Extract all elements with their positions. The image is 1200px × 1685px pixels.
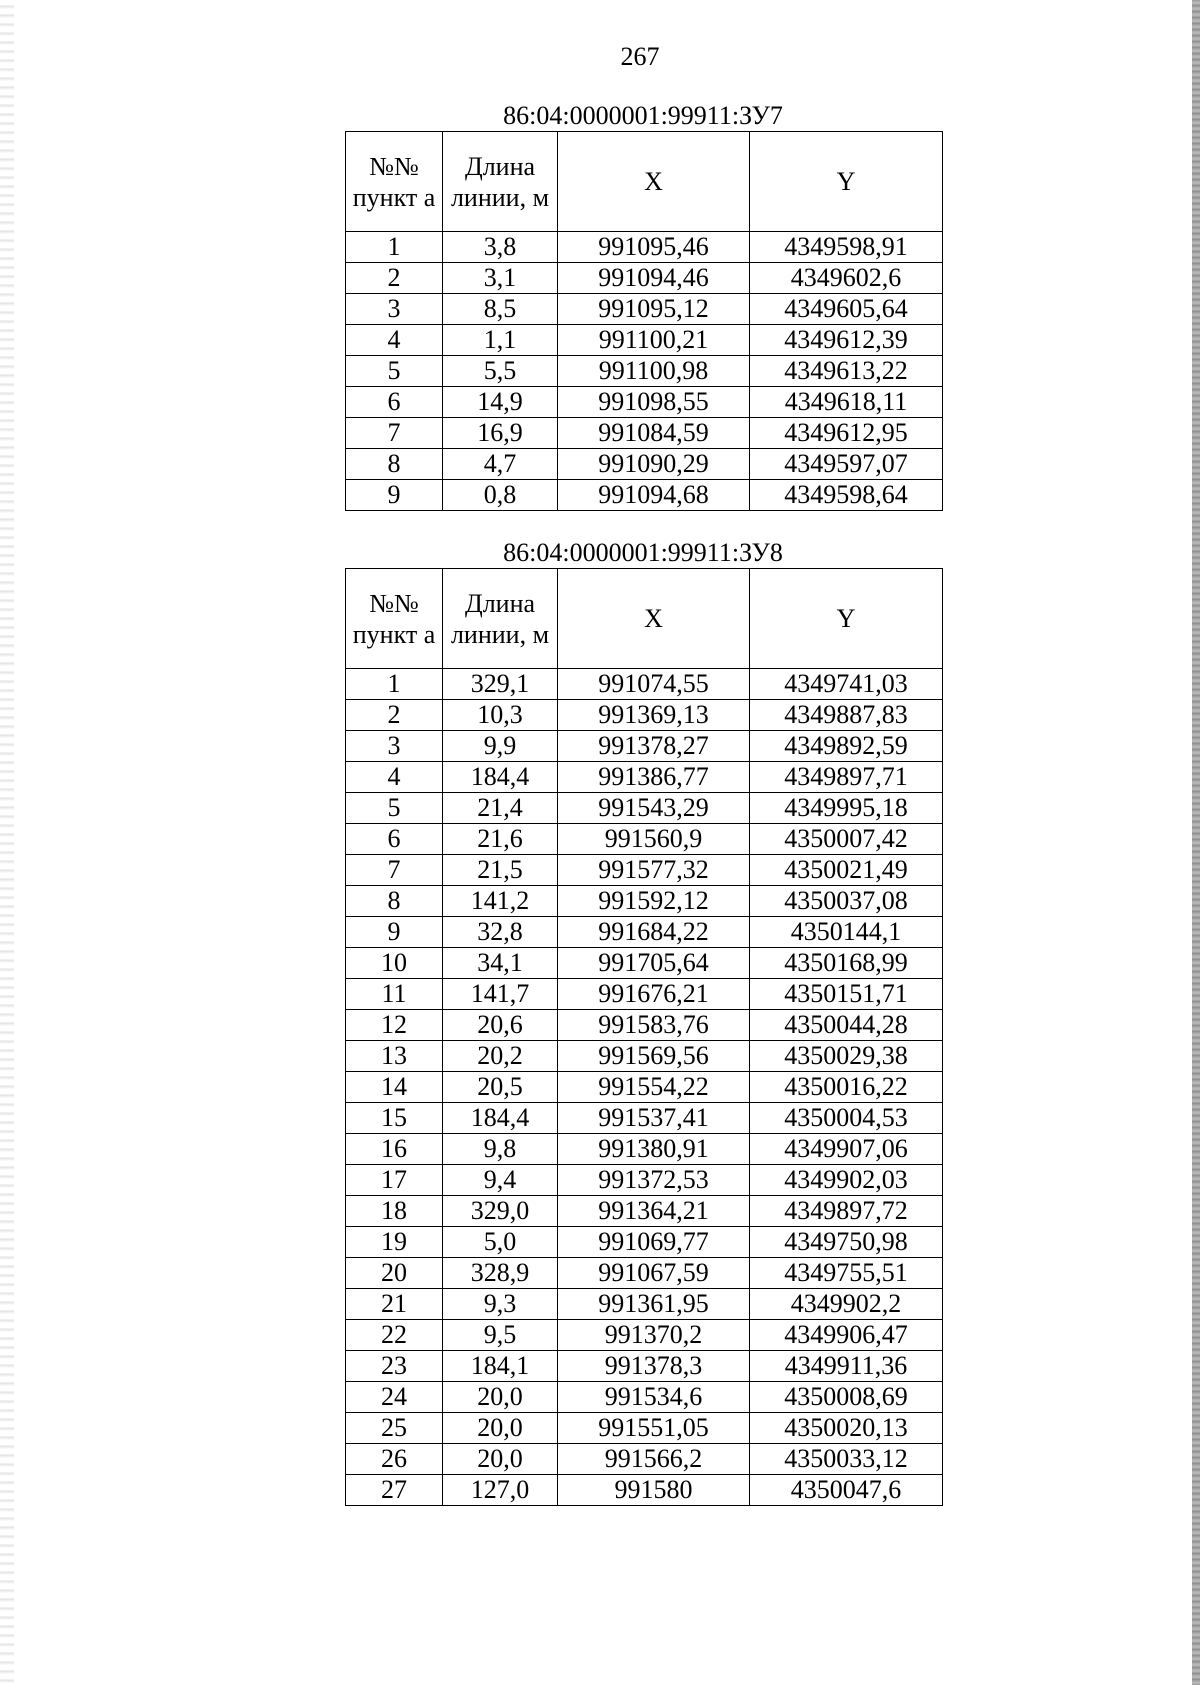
cell-y: 4350007,42 bbox=[750, 824, 943, 855]
cell-x: 991537,41 bbox=[558, 1103, 750, 1134]
table-row bbox=[346, 1010, 943, 1041]
cell-y: 4349911,36 bbox=[750, 1351, 943, 1382]
cell-x: 991551,05 bbox=[558, 1413, 750, 1444]
cell-y: 4349598,91 bbox=[750, 232, 943, 263]
table-row bbox=[346, 1475, 943, 1506]
cell-line-length: 141,7 bbox=[443, 979, 558, 1010]
table-body-zu7 bbox=[346, 232, 943, 511]
cell-y: 4349613,22 bbox=[750, 356, 943, 387]
cell-y: 4350021,49 bbox=[750, 855, 943, 886]
table-row bbox=[346, 1227, 943, 1258]
table-row bbox=[346, 1196, 943, 1227]
cell-x: 991361,95 bbox=[558, 1289, 750, 1320]
header-y: Y bbox=[750, 569, 943, 669]
cell-line-length: 9,4 bbox=[443, 1165, 558, 1196]
cell-point-number: 8 bbox=[346, 886, 443, 917]
cell-x: 991583,76 bbox=[558, 1010, 750, 1041]
table-row bbox=[346, 1320, 943, 1351]
cell-x: 991534,6 bbox=[558, 1382, 750, 1413]
cell-point-number: 14 bbox=[346, 1072, 443, 1103]
cell-line-length: 329,1 bbox=[443, 669, 558, 700]
cell-point-number: 1 bbox=[346, 669, 443, 700]
cell-x: 991095,12 bbox=[558, 294, 750, 325]
table-row bbox=[346, 1041, 943, 1072]
cell-line-length: 127,0 bbox=[443, 1475, 558, 1506]
cell-x: 991098,55 bbox=[558, 387, 750, 418]
cell-line-length: 3,8 bbox=[443, 232, 558, 263]
cell-line-length: 0,8 bbox=[443, 480, 558, 511]
cell-point-number: 9 bbox=[346, 480, 443, 511]
cell-line-length: 32,8 bbox=[443, 917, 558, 948]
cell-point-number: 12 bbox=[346, 1010, 443, 1041]
cell-x: 991095,46 bbox=[558, 232, 750, 263]
cell-x: 991067,59 bbox=[558, 1258, 750, 1289]
cell-line-length: 20,0 bbox=[443, 1413, 558, 1444]
cell-x: 991566,2 bbox=[558, 1444, 750, 1475]
cell-y: 4350016,22 bbox=[750, 1072, 943, 1103]
cell-point-number: 2 bbox=[346, 700, 443, 731]
table-row bbox=[346, 1444, 943, 1475]
table-row bbox=[346, 886, 943, 917]
header-line-length: Длина линии, м bbox=[443, 132, 558, 232]
cell-y: 4350008,69 bbox=[750, 1382, 943, 1413]
cell-y: 4349887,83 bbox=[750, 700, 943, 731]
cell-x: 991577,32 bbox=[558, 855, 750, 886]
cell-x: 991100,98 bbox=[558, 356, 750, 387]
cell-x: 991676,21 bbox=[558, 979, 750, 1010]
cell-y: 4349907,06 bbox=[750, 1134, 943, 1165]
cell-x: 991554,22 bbox=[558, 1072, 750, 1103]
table-row bbox=[346, 356, 943, 387]
cell-x: 991094,68 bbox=[558, 480, 750, 511]
table-row bbox=[346, 325, 943, 356]
cell-point-number: 3 bbox=[346, 731, 443, 762]
cell-x: 991090,29 bbox=[558, 449, 750, 480]
cell-y: 4349755,51 bbox=[750, 1258, 943, 1289]
header-x: X bbox=[558, 569, 750, 669]
cell-line-length: 20,2 bbox=[443, 1041, 558, 1072]
cell-x: 991372,53 bbox=[558, 1165, 750, 1196]
cell-y: 4349612,95 bbox=[750, 418, 943, 449]
cell-y: 4349597,07 bbox=[750, 449, 943, 480]
cell-point-number: 5 bbox=[346, 793, 443, 824]
cell-y: 4350047,6 bbox=[750, 1475, 943, 1506]
cell-line-length: 3,1 bbox=[443, 263, 558, 294]
cell-line-length: 184,4 bbox=[443, 762, 558, 793]
cell-x: 991560,9 bbox=[558, 824, 750, 855]
cell-line-length: 20,6 bbox=[443, 1010, 558, 1041]
cell-point-number: 4 bbox=[346, 325, 443, 356]
cell-y: 4349897,72 bbox=[750, 1196, 943, 1227]
table-row bbox=[346, 480, 943, 511]
cell-y: 4350044,28 bbox=[750, 1010, 943, 1041]
table-row bbox=[346, 418, 943, 449]
cell-line-length: 9,9 bbox=[443, 731, 558, 762]
cell-line-length: 10,3 bbox=[443, 700, 558, 731]
cell-line-length: 8,5 bbox=[443, 294, 558, 325]
cell-line-length: 184,4 bbox=[443, 1103, 558, 1134]
cell-y: 4349892,59 bbox=[750, 731, 943, 762]
cell-point-number: 21 bbox=[346, 1289, 443, 1320]
cell-line-length: 4,7 bbox=[443, 449, 558, 480]
header-x: X bbox=[558, 132, 750, 232]
cell-y: 4349995,18 bbox=[750, 793, 943, 824]
header-y: Y bbox=[750, 132, 943, 232]
cell-line-length: 21,6 bbox=[443, 824, 558, 855]
cell-x: 991069,77 bbox=[558, 1227, 750, 1258]
header-point-number: №№ пункт а bbox=[346, 569, 443, 669]
cell-line-length: 14,9 bbox=[443, 387, 558, 418]
cell-point-number: 7 bbox=[346, 418, 443, 449]
table-row bbox=[346, 1289, 943, 1320]
cell-line-length: 21,5 bbox=[443, 855, 558, 886]
coordinates-table-zu7 bbox=[345, 131, 943, 511]
cell-x: 991580 bbox=[558, 1475, 750, 1506]
cell-point-number: 4 bbox=[346, 762, 443, 793]
table-caption-zu7: 86:04:0000001:99911:ЗУ7 bbox=[503, 101, 783, 130]
cell-line-length: 34,1 bbox=[443, 948, 558, 979]
cell-point-number: 1 bbox=[346, 232, 443, 263]
cell-point-number: 11 bbox=[346, 979, 443, 1010]
cell-y: 4350144,1 bbox=[750, 917, 943, 948]
table-row bbox=[346, 700, 943, 731]
cell-x: 991380,91 bbox=[558, 1134, 750, 1165]
table-row bbox=[346, 1413, 943, 1444]
table-caption-zu8: 86:04:0000001:99911:ЗУ8 bbox=[503, 538, 783, 567]
cell-x: 991684,22 bbox=[558, 917, 750, 948]
cell-line-length: 9,5 bbox=[443, 1320, 558, 1351]
table-row bbox=[346, 263, 943, 294]
cell-point-number: 19 bbox=[346, 1227, 443, 1258]
header-point-number: №№ пункт а bbox=[346, 132, 443, 232]
table-row bbox=[346, 793, 943, 824]
coordinates-table-zu8 bbox=[345, 568, 943, 1506]
cell-point-number: 26 bbox=[346, 1444, 443, 1475]
table-row bbox=[346, 855, 943, 886]
cell-point-number: 9 bbox=[346, 917, 443, 948]
cell-point-number: 20 bbox=[346, 1258, 443, 1289]
cell-line-length: 184,1 bbox=[443, 1351, 558, 1382]
cell-point-number: 6 bbox=[346, 824, 443, 855]
cell-y: 4350168,99 bbox=[750, 948, 943, 979]
cell-point-number: 6 bbox=[346, 387, 443, 418]
cell-point-number: 17 bbox=[346, 1165, 443, 1196]
table-header-row bbox=[346, 132, 943, 232]
cell-line-length: 21,4 bbox=[443, 793, 558, 824]
cell-y: 4350029,38 bbox=[750, 1041, 943, 1072]
table-row bbox=[346, 1258, 943, 1289]
cell-y: 4349906,47 bbox=[750, 1320, 943, 1351]
cell-x: 991094,46 bbox=[558, 263, 750, 294]
cell-point-number: 25 bbox=[346, 1413, 443, 1444]
cell-y: 4349897,71 bbox=[750, 762, 943, 793]
cell-line-length: 9,8 bbox=[443, 1134, 558, 1165]
cell-x: 991370,2 bbox=[558, 1320, 750, 1351]
cell-line-length: 9,3 bbox=[443, 1289, 558, 1320]
cell-x: 991569,56 bbox=[558, 1041, 750, 1072]
table-row bbox=[346, 449, 943, 480]
cell-point-number: 8 bbox=[346, 449, 443, 480]
cell-point-number: 10 bbox=[346, 948, 443, 979]
table-row bbox=[346, 917, 943, 948]
table-row bbox=[346, 1351, 943, 1382]
cell-point-number: 23 bbox=[346, 1351, 443, 1382]
cell-y: 4349598,64 bbox=[750, 480, 943, 511]
cell-line-length: 16,9 bbox=[443, 418, 558, 449]
cell-x: 991378,3 bbox=[558, 1351, 750, 1382]
cell-x: 991364,21 bbox=[558, 1196, 750, 1227]
cell-y: 4350037,08 bbox=[750, 886, 943, 917]
cell-line-length: 328,9 bbox=[443, 1258, 558, 1289]
cell-y: 4349612,39 bbox=[750, 325, 943, 356]
table-row bbox=[346, 1134, 943, 1165]
table-row bbox=[346, 1382, 943, 1413]
table-row bbox=[346, 387, 943, 418]
cell-x: 991074,55 bbox=[558, 669, 750, 700]
cell-y: 4349902,03 bbox=[750, 1165, 943, 1196]
cell-x: 991100,21 bbox=[558, 325, 750, 356]
table-row bbox=[346, 1103, 943, 1134]
cell-point-number: 15 bbox=[346, 1103, 443, 1134]
page-number: 267 bbox=[620, 42, 660, 71]
scan-edge-right bbox=[1192, 0, 1200, 1685]
cell-x: 991592,12 bbox=[558, 886, 750, 917]
table-row bbox=[346, 824, 943, 855]
cell-y: 4349902,2 bbox=[750, 1289, 943, 1320]
cell-point-number: 5 bbox=[346, 356, 443, 387]
cell-line-length: 5,0 bbox=[443, 1227, 558, 1258]
table-row bbox=[346, 294, 943, 325]
cell-y: 4349618,11 bbox=[750, 387, 943, 418]
table-row bbox=[346, 232, 943, 263]
cell-point-number: 27 bbox=[346, 1475, 443, 1506]
table-body-zu8 bbox=[346, 669, 943, 1506]
cell-line-length: 20,0 bbox=[443, 1382, 558, 1413]
table-header-row bbox=[346, 569, 943, 669]
cell-line-length: 1,1 bbox=[443, 325, 558, 356]
table-row bbox=[346, 1072, 943, 1103]
table-row bbox=[346, 948, 943, 979]
table-row bbox=[346, 979, 943, 1010]
cell-y: 4349602,6 bbox=[750, 263, 943, 294]
cell-y: 4350004,53 bbox=[750, 1103, 943, 1134]
cell-point-number: 18 bbox=[346, 1196, 443, 1227]
table-row bbox=[346, 762, 943, 793]
cell-point-number: 7 bbox=[346, 855, 443, 886]
cell-x: 991705,64 bbox=[558, 948, 750, 979]
cell-line-length: 329,0 bbox=[443, 1196, 558, 1227]
cell-y: 4350020,13 bbox=[750, 1413, 943, 1444]
cell-line-length: 5,5 bbox=[443, 356, 558, 387]
cell-point-number: 16 bbox=[346, 1134, 443, 1165]
cell-x: 991084,59 bbox=[558, 418, 750, 449]
table-row bbox=[346, 731, 943, 762]
cell-line-length: 141,2 bbox=[443, 886, 558, 917]
cell-y: 4349750,98 bbox=[750, 1227, 943, 1258]
cell-y: 4350033,12 bbox=[750, 1444, 943, 1475]
cell-x: 991543,29 bbox=[558, 793, 750, 824]
scan-edge-left bbox=[0, 0, 14, 1685]
cell-point-number: 3 bbox=[346, 294, 443, 325]
cell-line-length: 20,5 bbox=[443, 1072, 558, 1103]
cell-x: 991386,77 bbox=[558, 762, 750, 793]
cell-point-number: 2 bbox=[346, 263, 443, 294]
cell-line-length: 20,0 bbox=[443, 1444, 558, 1475]
cell-y: 4350151,71 bbox=[750, 979, 943, 1010]
cell-y: 4349741,03 bbox=[750, 669, 943, 700]
cell-point-number: 22 bbox=[346, 1320, 443, 1351]
cell-y: 4349605,64 bbox=[750, 294, 943, 325]
header-line-length: Длина линии, м bbox=[443, 569, 558, 669]
cell-x: 991378,27 bbox=[558, 731, 750, 762]
table-row bbox=[346, 1165, 943, 1196]
table-row bbox=[346, 669, 943, 700]
cell-point-number: 24 bbox=[346, 1382, 443, 1413]
cell-point-number: 13 bbox=[346, 1041, 443, 1072]
cell-x: 991369,13 bbox=[558, 700, 750, 731]
